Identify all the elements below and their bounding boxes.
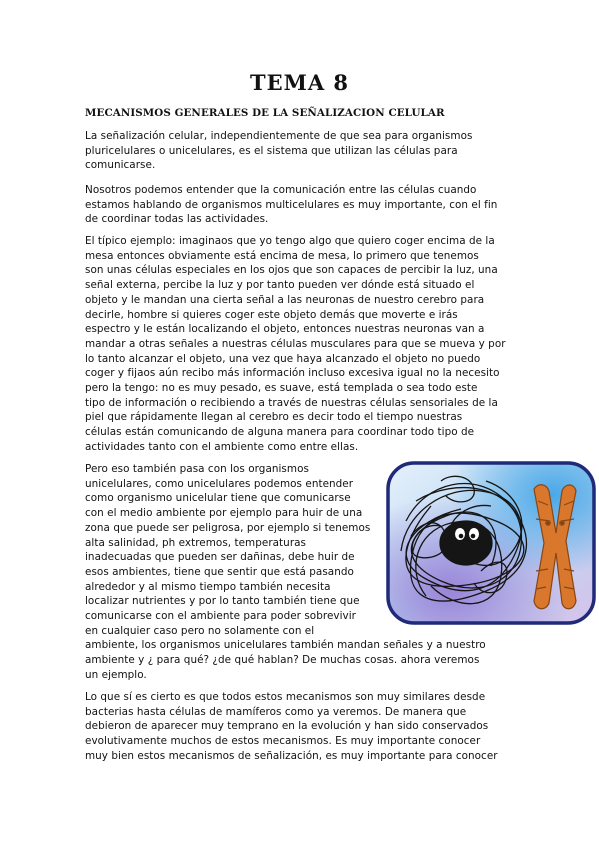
text-line: El típico ejemplo: imaginaos que yo tengo algo que quiero coger encima de la bbox=[85, 235, 495, 247]
text-line: Pero eso también pasa con los organismos bbox=[85, 463, 309, 475]
text-line: debieron de aparecer muy temprano en la evolución y han sido conservados bbox=[85, 720, 489, 733]
text-line: ambiente y ¿ para qué? ¿de qué hablan? De muchas cosas. ahora veremos bbox=[85, 654, 480, 667]
text-line: de coordinar todas las actividades. bbox=[85, 213, 269, 226]
text-line: espectro y le están localizando el objeto, entonces nuestras neuronas van a bbox=[85, 323, 485, 336]
paragraph-5 bbox=[85, 690, 515, 764]
text-line: evolutivamente muchos de estos mecanismos. Es muy importante conocer bbox=[85, 735, 481, 748]
text-line: son unas células especiales en los ojos que son capaces de percibir la luz, una bbox=[85, 264, 498, 277]
text-line: unicelulares, como unicelulares podemos entender bbox=[85, 477, 354, 490]
text-line: alrededor y al mismo tiempo también necesita bbox=[85, 580, 331, 593]
text-line: esos ambientes, tiene que sentir que está pasando bbox=[85, 565, 354, 578]
text-line: lo tanto alcanzar el objeto, una vez que haya alcanzado el objeto no puedo bbox=[85, 352, 481, 365]
cell-illustration bbox=[386, 461, 598, 633]
text-line: mesa entonces obviamente está encima de mesa, lo primero que tenemos bbox=[85, 249, 479, 262]
text-line: Lo que sí es cierto es que todos estos mecanismos son muy similares desde bbox=[85, 691, 486, 703]
paragraph-2 bbox=[85, 183, 515, 227]
text-line: en cualquier caso pero no solamente con el bbox=[85, 624, 315, 637]
text-line: comunicarse con el ambiente para poder sobrevivir bbox=[85, 610, 356, 623]
text-line: ambiente, los organismos unicelulares también mandan señales y a nuestro bbox=[85, 639, 486, 652]
text-line: localizar nutrientes y por lo tanto también tiene que bbox=[85, 595, 360, 608]
text-line: piel que rápidamente llegan al cerebro es decir todo el tiempo nuestras bbox=[85, 411, 463, 424]
text-line: muy bien estos mecanismos de señalización, es muy importante para conocer bbox=[85, 749, 498, 762]
text-line: bacterias hasta células de mamíferos como ya veremos. De manera que bbox=[85, 705, 467, 718]
text-line: células están comunicando de alguna manera para coordinar todo tipo de bbox=[85, 426, 475, 439]
text-line: mandar a otras señales a nuestras células musculares para que se mueva y por bbox=[85, 337, 506, 350]
text-line: comunicarse. bbox=[85, 159, 156, 172]
text-line: pero la tengo: no es muy pesado, es suave, está templada o sea todo este bbox=[85, 382, 478, 395]
text-line: con el medio ambiente por ejemplo para huir de una bbox=[85, 507, 363, 520]
section-heading: MECANISMOS GENERALES DE LA SEÑALIZACION CELULAR bbox=[85, 107, 445, 119]
text-line: pluricelulares o unicelulares, es el sistema que utilizan las células para bbox=[85, 144, 458, 157]
page-title: TEMA 8 bbox=[249, 70, 350, 95]
text-line: objeto y le mandan una cierta señal a las neuronas de nuestro cerebro para bbox=[85, 293, 485, 306]
text-line: tipo de información o recibiendo a través de nuestras células sensoriales de la bbox=[85, 396, 498, 409]
text-line: coger y fijaos aún recibo más información incluso excesiva igual no la necesito bbox=[85, 367, 500, 380]
text-line: La señalización celular, independientemente de que sea para organismos bbox=[85, 130, 473, 142]
text-line: decirle, hombre si quieres coger este objeto demás que moverte e irás bbox=[85, 308, 458, 321]
text-line: actividades tanto con el ambiente como entre ellas. bbox=[85, 440, 359, 453]
text-line: inadecuadas que pueden ser dañinas, debe huir de bbox=[85, 551, 355, 564]
text-line: estamos hablando de organismos multicelulares es muy importante, con el fin bbox=[85, 198, 498, 211]
text-line: como organismo unicelular tiene que comunicarse bbox=[85, 492, 351, 505]
text-line: un ejemplo. bbox=[85, 668, 147, 681]
text-line: alta salinidad, ph extremos, temperaturas bbox=[85, 536, 307, 549]
paragraph-1 bbox=[85, 129, 515, 173]
text-line: zona que puede ser peligrosa, por ejemplo si tenemos bbox=[85, 521, 371, 534]
text-line: Nosotros podemos entender que la comunicación entre las células cuando bbox=[85, 184, 477, 196]
text-line: señal externa, percibe la luz y por tanto pueden ver dónde está situado el bbox=[85, 279, 475, 292]
paragraph-3 bbox=[85, 234, 515, 455]
